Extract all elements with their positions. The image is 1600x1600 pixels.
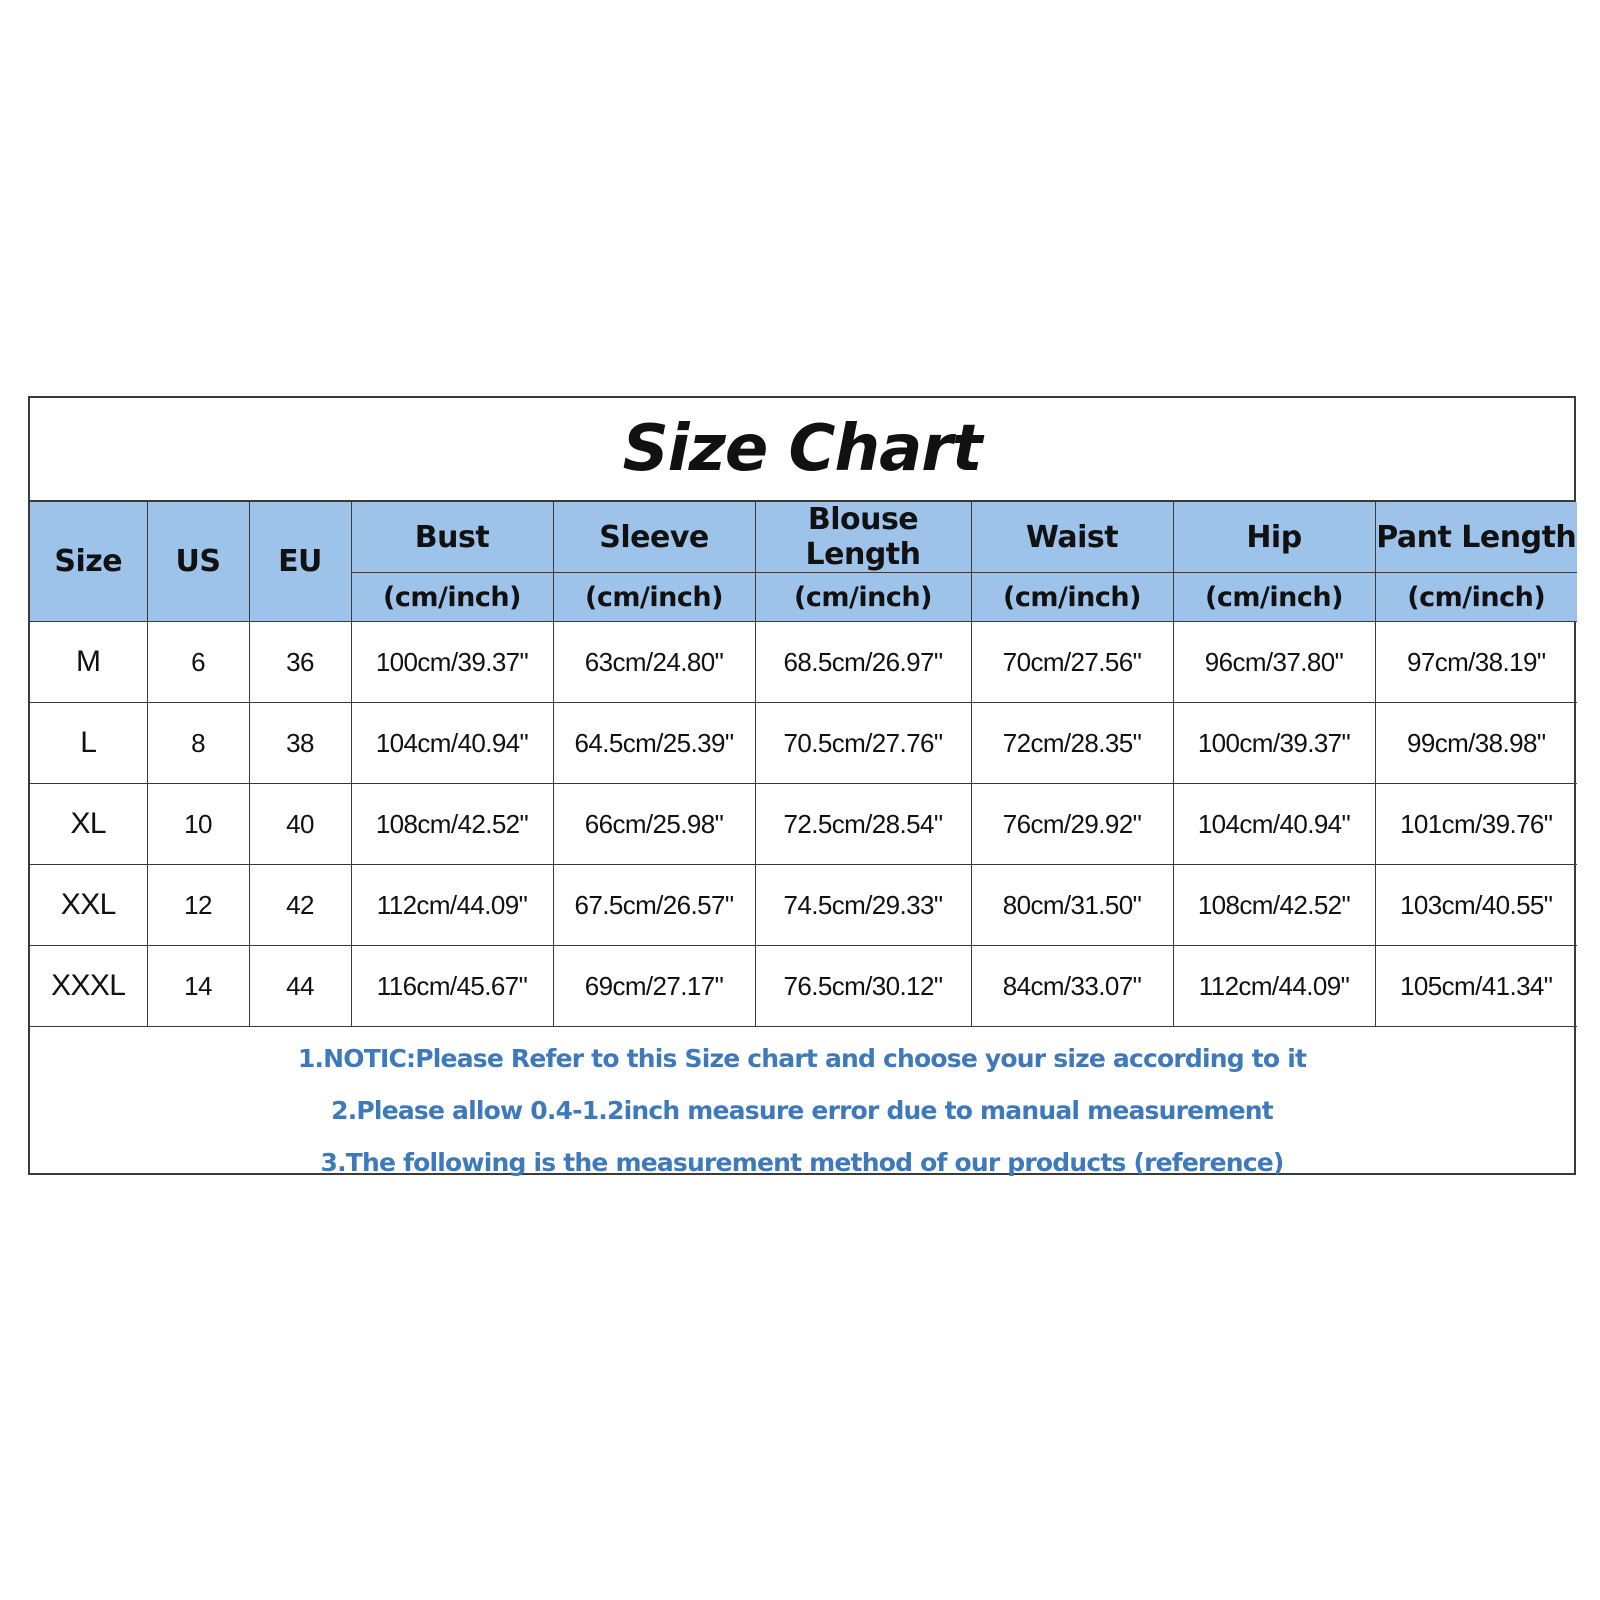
size-table [30, 502, 1577, 1027]
cell-waist: 76cm/29.92" [971, 784, 1173, 865]
cell-eu: 38 [249, 703, 351, 784]
header-hip-unit: (cm/inch) [1173, 573, 1375, 622]
cell-bust: 116cm/45.67" [351, 946, 553, 1027]
cell-us: 12 [147, 865, 249, 946]
cell-sleeve: 69cm/27.17" [553, 946, 755, 1027]
cell-hip: 100cm/39.37" [1173, 703, 1375, 784]
cell-sleeve: 63cm/24.80" [553, 622, 755, 703]
note-line: 1.NOTIC:Please Refer to this Size chart and choose your size according to it [297, 1044, 1307, 1073]
cell-size: M [30, 622, 147, 703]
cell-us: 10 [147, 784, 249, 865]
header-bust: Bust [351, 502, 553, 573]
cell-size: L [30, 703, 147, 784]
cell-size: XL [30, 784, 147, 865]
header-hip: Hip [1173, 502, 1375, 573]
cell-bust: 108cm/42.52" [351, 784, 553, 865]
header-sleeve-unit: (cm/inch) [553, 573, 755, 622]
cell-size: XXXL [30, 946, 147, 1027]
cell-hip: 96cm/37.80" [1173, 622, 1375, 703]
cell-eu: 44 [249, 946, 351, 1027]
cell-waist: 70cm/27.56" [971, 622, 1173, 703]
cell-bust: 100cm/39.37" [351, 622, 553, 703]
cell-sleeve: 67.5cm/26.57" [553, 865, 755, 946]
cell-eu: 42 [249, 865, 351, 946]
header-waist: Waist [971, 502, 1173, 573]
table-row [30, 784, 1577, 865]
cell-waist: 84cm/33.07" [971, 946, 1173, 1027]
header-eu: EU [249, 502, 351, 622]
cell-us: 6 [147, 622, 249, 703]
cell-hip: 104cm/40.94" [1173, 784, 1375, 865]
header-waist-unit: (cm/inch) [971, 573, 1173, 622]
cell-eu: 40 [249, 784, 351, 865]
cell-blouse-length: 72.5cm/28.54" [755, 784, 971, 865]
cell-bust: 112cm/44.09" [351, 865, 553, 946]
cell-blouse-length: 74.5cm/29.33" [755, 865, 971, 946]
cell-size: XXL [30, 865, 147, 946]
cell-us: 8 [147, 703, 249, 784]
cell-pant-length: 103cm/40.55" [1375, 865, 1577, 946]
cell-pant-length: 97cm/38.19" [1375, 622, 1577, 703]
table-row [30, 865, 1577, 946]
cell-blouse-length: 76.5cm/30.12" [755, 946, 971, 1027]
cell-pant-length: 99cm/38.98" [1375, 703, 1577, 784]
cell-waist: 72cm/28.35" [971, 703, 1173, 784]
header-size: Size [30, 502, 147, 622]
cell-sleeve: 66cm/25.98" [553, 784, 755, 865]
notes-section [30, 1027, 1574, 1189]
cell-waist: 80cm/31.50" [971, 865, 1173, 946]
header-pant-length: Pant Length [1375, 502, 1577, 573]
header-sleeve: Sleeve [553, 502, 755, 573]
table-row [30, 946, 1577, 1027]
cell-blouse-length: 70.5cm/27.76" [755, 703, 971, 784]
header-pant-length-unit: (cm/inch) [1375, 573, 1577, 622]
cell-bust: 104cm/40.94" [351, 703, 553, 784]
cell-hip: 112cm/44.09" [1173, 946, 1375, 1027]
chart-title: Size Chart [30, 398, 1574, 502]
header-bust-unit: (cm/inch) [351, 573, 553, 622]
cell-hip: 108cm/42.52" [1173, 865, 1375, 946]
note-line: 2.Please allow 0.4-1.2inch measure error due to manual measurement [331, 1096, 1273, 1125]
table-row [30, 703, 1577, 784]
cell-us: 14 [147, 946, 249, 1027]
header-blouse-length-unit: (cm/inch) [755, 573, 971, 622]
note-line: 3.The following is the measurement method of our products (reference) [320, 1148, 1284, 1177]
cell-pant-length: 101cm/39.76" [1375, 784, 1577, 865]
cell-eu: 36 [249, 622, 351, 703]
header-blouse-length: Blouse Length [755, 502, 971, 573]
cell-pant-length: 105cm/41.34" [1375, 946, 1577, 1027]
table-row [30, 622, 1577, 703]
cell-blouse-length: 68.5cm/26.97" [755, 622, 971, 703]
cell-sleeve: 64.5cm/25.39" [553, 703, 755, 784]
header-us: US [147, 502, 249, 622]
size-chart-card [28, 396, 1576, 1175]
